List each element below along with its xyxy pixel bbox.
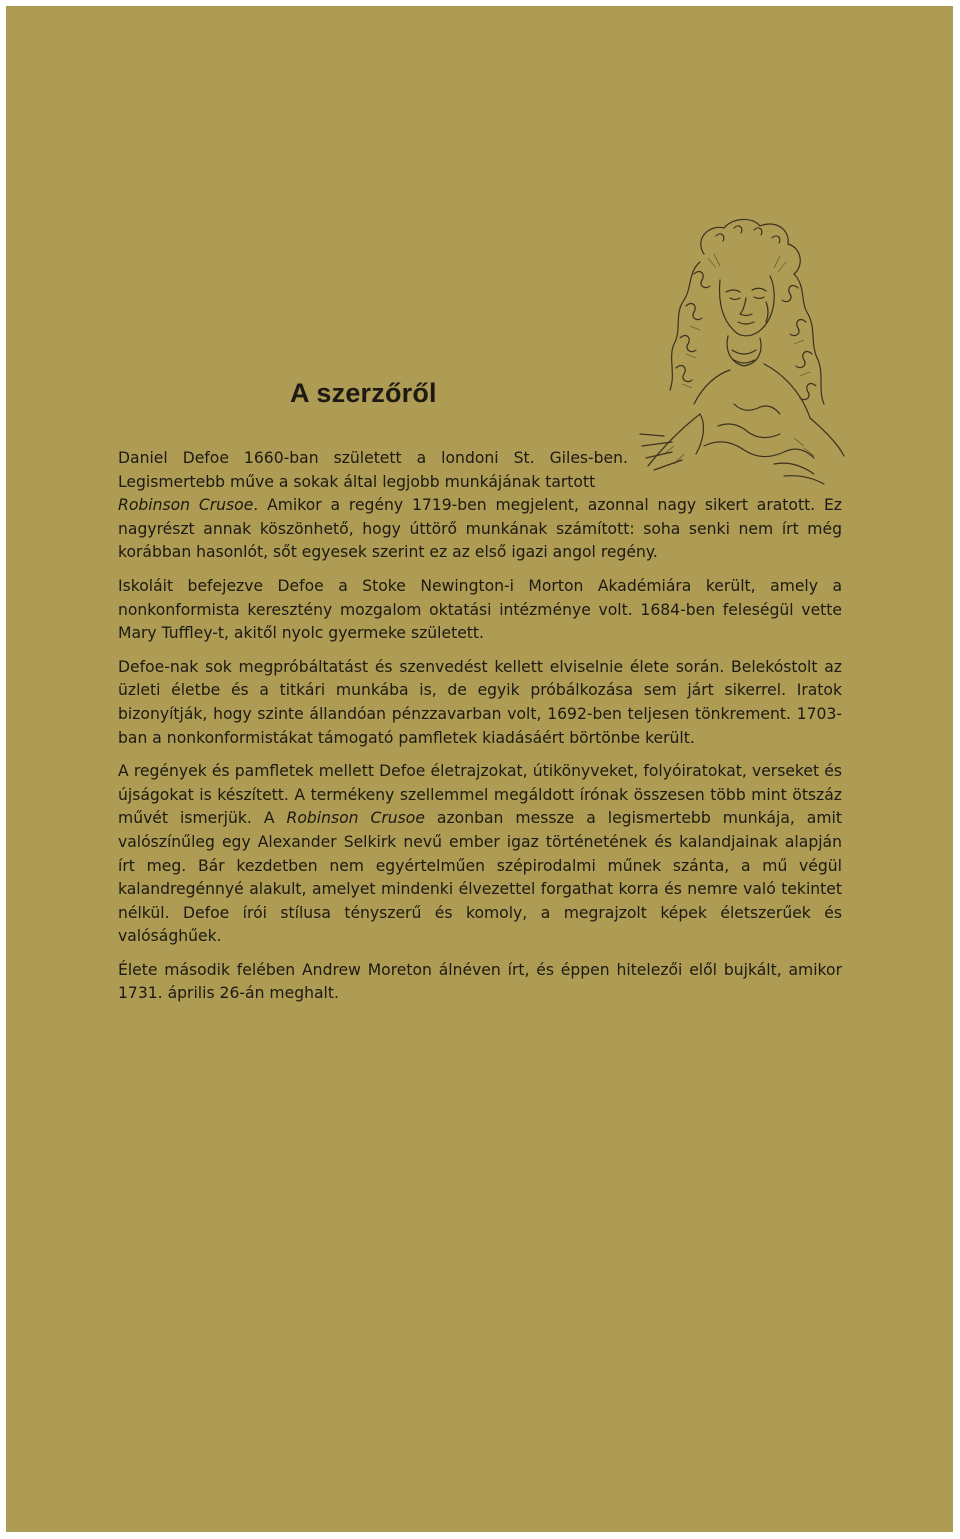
paragraph-1-line-2: Legismertebb műve a sokak által legjobb munkájának tartott: [118, 472, 596, 491]
paragraph-1-line-1: Daniel Defoe 1660-ban született a londoni St. Giles-ben.: [118, 449, 628, 467]
paragraph-2: Iskoláit befejezve Defoe a Stoke Newington-i Morton Akadémiára került, amely a nonkonformista keresztény mozgalom oktatási intézménye volt. 1684-ben feleségül vette Mary Tuffley-t, akitől nyolc gyermeke született.: [118, 576, 842, 643]
book-title: Robinson Crusoe: [286, 809, 425, 828]
author-portrait-icon: [634, 214, 848, 486]
paragraph-4-before: A regények és pamfletek mellett Defoe életrajzokat, útikönyveket, folyóiratokat, verseket és újságokat is készített. A termékeny szellemmel megáldott írónak összesen több mint ötszáz művét ismerjük. A: [118, 762, 842, 828]
paragraph-1: [118, 447, 842, 565]
paragraph-3: Defoe-nak sok megpróbáltatást és szenvedést kellett elviselnie élete során. Belekóstolt az üzleti életbe és a titkári munkába is, de egyik próbálkozása sem járt sikerrel. Iratok bizonyítják, hogy szinte állandóan pénzzavarban volt, 1692-ben teljesen tönkrement. 1703-ban a nonkonformistákat támogató pamfletek kiadásáért börtönbe került.: [118, 657, 842, 747]
biography-text: [118, 447, 842, 1016]
paragraph-5: Élete második felében Andrew Moreton álnéven írt, és éppen hitelezői elől bujkált, amikor 1731. április 26-án meghalt.: [118, 960, 842, 1003]
page: [6, 6, 953, 1532]
paragraph-4: [118, 760, 842, 949]
page-title: A szerzőről: [290, 378, 437, 408]
book-title: Robinson Crusoe: [118, 496, 254, 515]
paragraph-4-after: azonban messze a legismertebb munkája, amit valószínűleg egy Alexander Selkirk nevű ember igaz történetének és kalandjainak alapján írt meg. Bár kezdetben nem egyértelműen szépirodalmi műnek szánta, a mű végül kalandregénnyé alakult, amelyet mindenki élvezettel forgathat korra és nemre való tekintet nélkül. Defoe írói stílusa tényszerű és komoly, a megrajzolt képek életszerűek és valósághűek.: [118, 809, 843, 946]
paragraph-1-rest: . Amikor a regény 1719-ben megjelent, azonnal nagy sikert aratott. Ez nagyrészt annak köszönhető, hogy úttörő munkának számított: soha senki nem írt még korábban hasonlót, sőt egyesek szerint ez az első igazi angol regény.: [118, 496, 842, 562]
